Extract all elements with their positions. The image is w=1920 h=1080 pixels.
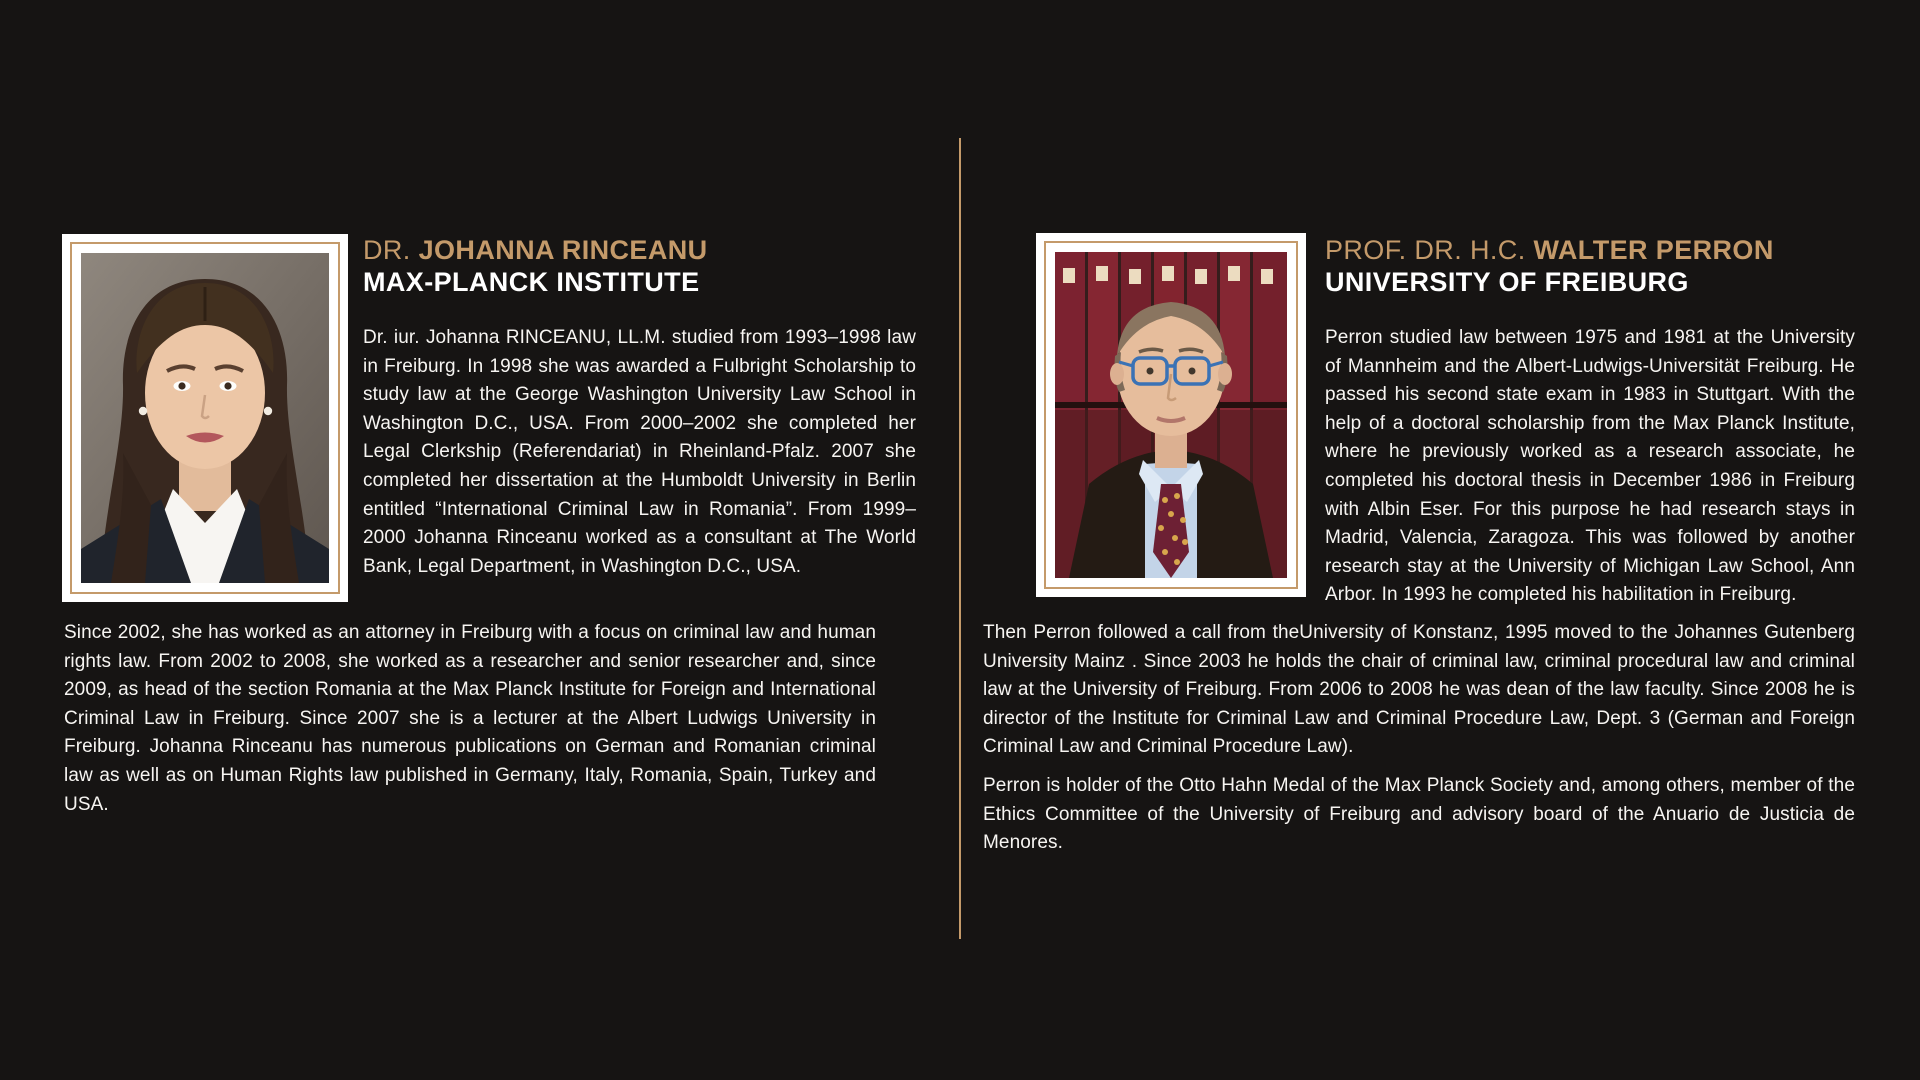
- bio-paragraph-perron-honors: Perron is holder of the Otto Hahn Medal of the Max Planck Society and, among others, member of the Ethics Committee of the University of Freiburg and advisory board of the Anuario de Justicia de Menores.: [983, 775, 1855, 854]
- photo-frame-johanna: [62, 234, 348, 602]
- speaker-title-johanna: [363, 234, 708, 298]
- portrait-photo-johanna-rinceanu: [81, 253, 329, 583]
- bio-paragraph-perron-career: Then Perron followed a call from theUniversity of Konstanz, 1995 moved to the Johannes Gutenberg University Mainz . Since 2003 he holds the chair of criminal law, criminal procedural law and criminal law at the University of Freiburg. From 2006 to 2008 he was dean of the law faculty. Since 2008 he is director of the Institute for Criminal Law and Criminal Procedure Law, Dept. 3 (German and Foreign Criminal Law and Criminal Procedure Law).: [983, 622, 1855, 758]
- bio-paragraph-perron-intro: Perron studied law between 1975 and 1981 at the University of Mannheim and the Albert-Ludwigs-Universität Freiburg. He passed his second state exam in 1983 in Stuttgart. With the help of a doctoral scholarship from the Max Planck Institute, where he previously worked as a research associate, he completed his doctoral thesis in December 1986 in Freiburg with Albin Eser. For this purpose he had research stays in Madrid, Valencia, Zaragoza. This was followed by another research stay at the University of Michigan Law School, Ann Arbor. In 1993 he completed his habilitation in Freiburg.: [1325, 327, 1855, 606]
- perron-portrait-illustration: [1055, 252, 1287, 578]
- speaker-title-perron: [1325, 234, 1774, 298]
- portrait-photo-walter-perron: [1055, 252, 1287, 578]
- speaker-name-line: [363, 234, 708, 266]
- speaker-honorific: PROF. DR. H.C.: [1325, 235, 1534, 265]
- bio-paragraph-johanna-more: Since 2002, she has worked as an attorney in Freiburg with a focus on criminal law and human rights law. From 2002 to 2008, she worked as a researcher and senior researcher and, since 2009, as head of the section Romania at the Max Planck Institute for Foreign and International Criminal Law in Freiburg. Since 2007 she is a lecturer at the Albert Ludwigs University in Freiburg. Johanna Rinceanu has numerous publications on German and Romanian criminal law as well as on Human Rights law published in Germany, Italy, Romania, Spain, Turkey and USA.: [64, 622, 876, 815]
- johanna-portrait-illustration: [81, 253, 329, 583]
- speaker-name: WALTER PERRON: [1533, 235, 1774, 265]
- bio-paragraph-johanna-intro: Dr. iur. Johanna RINCEANU, LL.M. studied from 1993–1998 law in Freiburg. In 1998 she was awarded a Fulbright Scholarship to study law at the George Washington University Law School in Washington D.C., USA. From 2000–2002 she completed her Legal Clerkship (Referendariat) in Rheinland-Pfalz. 2007 she completed her dissertation at the Humboldt University in Berlin entitled “International Criminal Law in Romania”. From 1999–2000 Johanna Rinceanu worked as a consultant at The World Bank, Legal Department, in Washington D.C., USA.: [363, 327, 916, 577]
- speaker-name-line: [1325, 234, 1774, 266]
- photo-frame-perron: [1036, 233, 1306, 597]
- speaker-affiliation: UNIVERSITY OF FREIBURG: [1325, 267, 1689, 297]
- speaker-affiliation: MAX-PLANCK INSTITUTE: [363, 267, 700, 297]
- column-divider-line: [959, 138, 961, 939]
- speaker-honorific: DR.: [363, 235, 419, 265]
- speaker-name: JOHANNA RINCEANU: [418, 235, 708, 265]
